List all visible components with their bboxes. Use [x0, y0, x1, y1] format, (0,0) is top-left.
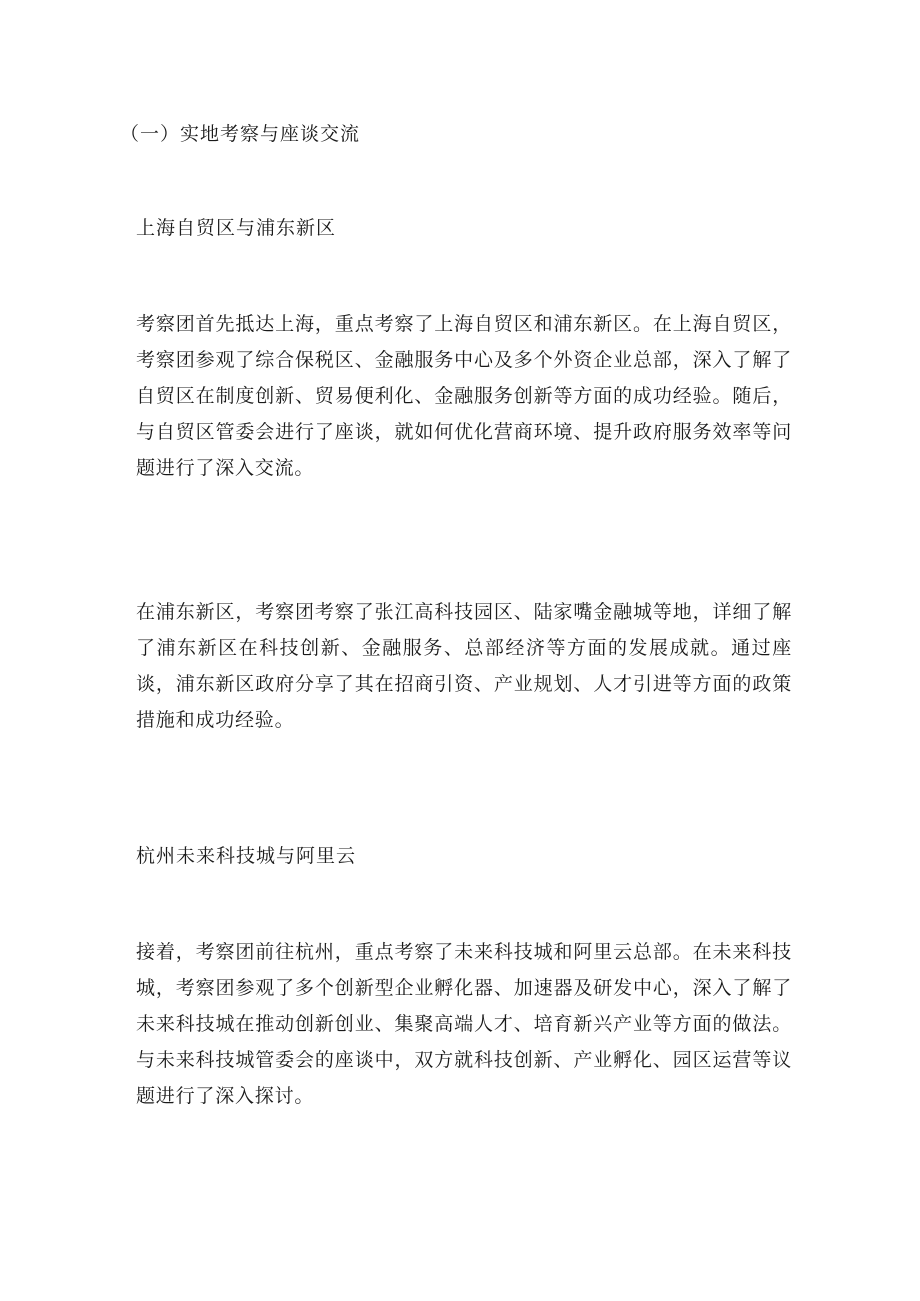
section-heading: （一）实地考察与座谈交流 [120, 123, 361, 145]
paragraph-hangzhou: 接着，考察团前往杭州，重点考察了未来科技城和阿里云总部。在未来科技城，考察团参观了多个创新型企业孵化器、加速器及研发中心，深入了解了未来科技城在推动创新创业、集聚高端人才、培育新兴产业等方面的做法。与未来科技城管委会的座谈中，双方就科技创新、产业孵化、园区运营等议题进行了深入探讨。 [136, 941, 792, 1107]
paragraph-shanghai-ftz: 考察团首先抵达上海，重点考察了上海自贸区和浦东新区。在上海自贸区，考察团参观了综合保税区、金融服务中心及多个外资企业总部，深入了解了自贸区在制度创新、贸易便利化、金融服务创新等方面的成功经验。随后，与自贸区管委会进行了座谈，就如何优化营商环境、提升政府服务效率等问题进行了深入交流。 [136, 313, 792, 479]
subsection-heading-shanghai: 上海自贸区与浦东新区 [136, 217, 337, 239]
subsection-heading-hangzhou: 杭州未来科技城与阿里云 [136, 845, 357, 867]
paragraph-pudong: 在浦东新区，考察团考察了张江高科技园区、陆家嘴金融城等地，详细了解了浦东新区在科技创新、金融服务、总部经济等方面的发展成就。通过座谈，浦东新区政府分享了其在招商引资、产业规划、人才引进等方面的政策措施和成功经验。 [136, 601, 792, 731]
